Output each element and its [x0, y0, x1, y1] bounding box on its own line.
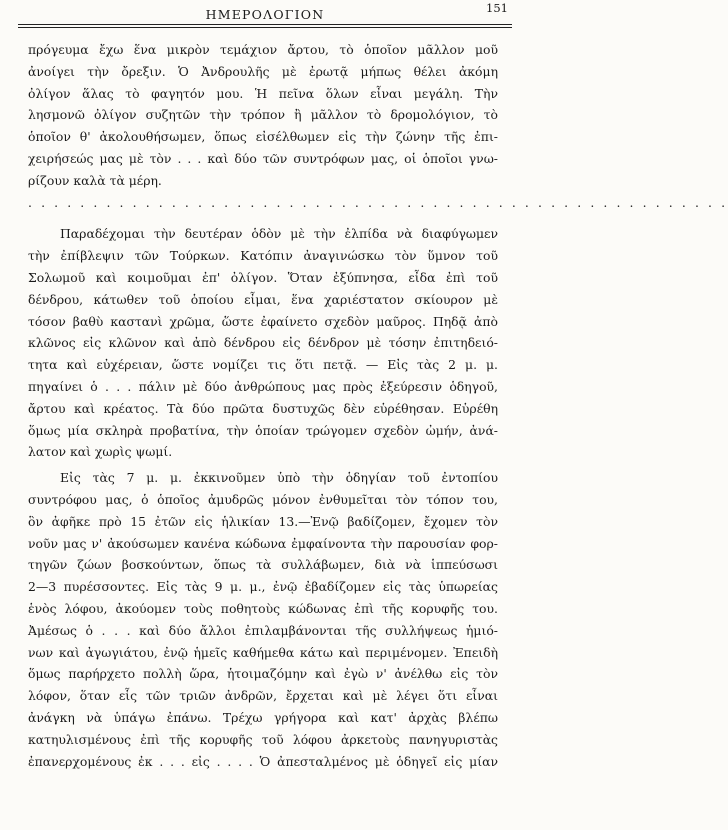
text-line: ἀνάγκη νὰ ὑπάγω ἐπάνω. Τρέχω γρήγορα καὶ κατ' ἀρχὰς βλέπω — [28, 709, 498, 725]
body-text — [28, 39, 728, 772]
page-number: 151 — [486, 1, 508, 15]
text-line: ρίζουν καλὰ τὰ μέρη. — [28, 172, 162, 188]
header-rule-top — [18, 24, 512, 25]
separator-dots: . . . . . . . . . . . . . . . . . . . . . . . . . . . . . . . . . . . . . . . . . . . . . . . . . . . . . . — [28, 194, 728, 210]
text-line: νων καὶ ἀγωγιάτου, ἐνῷ ἡμεῖς καθήμεθα κάτω καὶ περιμένομεν. Ἐπειδὴ — [28, 644, 498, 660]
text-line: Παραδέχομαι τὴν δευτέραν ὁδὸν μὲ τὴν ἐλπίδα νὰ διαφύγωμεν — [60, 226, 498, 242]
paragraph-3 — [28, 467, 498, 772]
text-line: λησμονῶ ὀλίγον συζητῶν τὴν τρόπον ἢ μᾶλλον τὸ δρομολόγιον, τὸ — [28, 107, 498, 123]
page-header — [18, 0, 512, 24]
text-line: πηγαίνει ὁ . . . πάλιν μὲ δύο ἀνθρώπους μας πρὸς ἐξεύρεσιν ὁδηγοῦ, — [28, 378, 498, 394]
text-line: λατον καὶ χωρὶς ψωμί. — [28, 444, 173, 460]
text-line: Εἰς τὰς 7 μ. μ. ἐκκινοῦμεν ὑπὸ τὴν ὁδηγίαν τοῦ ἐντοπίου — [60, 470, 498, 486]
text-line: 2—3 πυρέσσοντες. Εἰς τὰς 9 μ. μ., ἐνῷ ἐβαδίζομεν εἰς τὰς ὑπωρείας — [28, 579, 498, 595]
text-line: λόφον, ὅταν εἷς τῶν τριῶν ἀνδρῶν, ἔρχεται καὶ μὲ λέγει ὅτι εἶναι — [28, 688, 498, 704]
text-line: χειρήσεώς μας μὲ τὸν . . . καὶ δύο τῶν συντρόφων μας, οἱ ὁποῖοι γνω- — [28, 150, 498, 166]
text-line: τηγῶν ζώων βοσκούντων, ὅπως τὰ συλλάβωμεν, διὰ νὰ ἱππεύσωσι — [28, 557, 498, 573]
text-line: τόσον βαθὺ καστανὶ χρῶμα, ὥστε ἐφαίνετο σχεδὸν μαῦρος. Πηδᾷ ἀπὸ — [28, 313, 498, 329]
text-line: δένδρου, κάτωθεν τοῦ ὁποίου εἶμαι, ἕνα χαριέστατον σκίουρον μὲ — [28, 291, 498, 307]
text-line: ὅμως μία σκληρὰ προβατίνα, τὴν ὁποίαν τρώγομεν σχεδὸν ὠμήν, ἀνά- — [28, 422, 498, 438]
paragraph-2 — [28, 223, 498, 463]
text-line: κατηυλισμένους ἐπὶ τῆς κορυφῆς τοῦ λόφου ἀρκετοὺς πανηγυριστὰς — [28, 731, 498, 747]
text-line: Ἀμέσως ὁ . . . καὶ δύο ἄλλοι ἐπιλαμβάνονται τῆς συλλήψεως ἡμιό- — [28, 622, 498, 638]
running-title: ΗΜΕΡΟΛΟΓΙΟΝ — [205, 7, 325, 22]
text-line: ὅμως παρήρχετο πολλὴ ὥρα, ἡτοιμαζόμην καὶ ἐγὼ ν' ἀνέλθω εἰς τὸν — [28, 666, 498, 682]
text-line: ἐπανερχομένους ἐκ . . . εἰς . . . . Ὁ ἀπεσταλμένος μὲ ὁδηγεῖ εἰς μίαν — [28, 753, 498, 769]
text-line: τητα καὶ εὐχέρειαν, ὥστε νομίζει τις ὅτι πετᾷ. — Εἰς τὰς 2 μ. μ. — [28, 357, 498, 373]
text-line: ἄρτου καὶ κρέατος. Τὰ δύο πρῶτα δυστυχῶς δὲν εὑρέθησαν. Εὑρέθη — [28, 400, 498, 416]
text-line: τὴν ἐπίβλεψιν τῶν Τούρκων. Κατόπιν ἀναγινώσκω τὸν ὕμνον τοῦ — [28, 248, 498, 264]
text-line: πρόγευμα ἔχω ἕνα μικρὸν τεμάχιον ἄρτου, τὸ ὁποῖον μᾶλλον μοῦ — [28, 42, 498, 57]
header-rule-bottom — [18, 27, 512, 28]
paragraph-1 — [28, 39, 498, 192]
text-line: ὃν ἀφῆκε πρὸ 15 ἐτῶν εἰς ἡλικίαν 13.—Ἐνῷ βαδίζομεν, ἔχομεν τὸν — [28, 513, 498, 529]
text-line: ὁποῖον θ' ἀκολουθήσωμεν, ὅπως εἰσέλθωμεν εἰς τὴν ζώνην τῆς ἐπι- — [28, 129, 498, 145]
text-line: κλῶνος εἰς κλῶνον καὶ ἀπὸ δένδρου εἰς δένδρον μὲ τόσην ἐπιτηδειό- — [28, 335, 498, 351]
text-line: ὀλίγον ἅλας τὸ φαγητόν μου. Ἡ πεῖνα ὅλων εἶναι μεγάλη. Τὴν — [28, 85, 498, 101]
text-line: νοῦν μας ν' ἀκούσωμεν κανένα κώδωνα ἐμφαίνοντα τὴν παρουσίαν φορ- — [28, 535, 498, 551]
text-line: συντρόφου μας, ὁ ὁποῖος ἀμυδρῶς μόνον ἐνθυμεῖται τὸν τόπον του, — [28, 491, 498, 507]
text-line: Σολωμοῦ καὶ κοιμοῦμαι ἐπ' ὀλίγον. Ὅταν ἐξύπνησα, εἶδα ἐπὶ τοῦ — [28, 269, 498, 285]
text-line: ἑνὸς λόφου, ἀκούομεν τοὺς ποθητοὺς κώδωνας ἐπὶ τῆς κορυφῆς του. — [28, 600, 498, 616]
text-line: ἀνοίγει τὴν ὄρεξιν. Ὁ Ἀνδρουλῆς μὲ ἐρωτᾷ μήπως θέλει ἀκόμη — [28, 63, 498, 79]
